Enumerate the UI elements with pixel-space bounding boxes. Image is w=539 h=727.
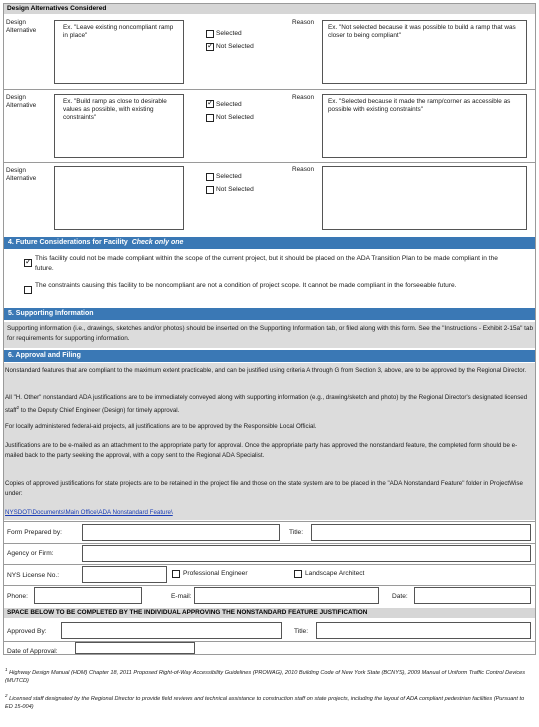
email-label: E-mail: [171, 593, 192, 600]
design-alternative-description[interactable]: Ex. "Leave existing noncompliant ramp in place" [54, 20, 184, 84]
date-field[interactable] [414, 587, 531, 604]
title-field[interactable] [311, 524, 531, 541]
design-alternatives-header: Design Alternatives Considered [4, 4, 535, 14]
design-alternative-label: Design Alternative [6, 19, 37, 34]
approver-title-label: Title: [294, 628, 309, 635]
approval-date-label: Date of Approval: [7, 648, 58, 655]
future-considerations-header [4, 237, 535, 249]
supporting-information-header: 5. Supporting Information [4, 308, 535, 320]
reason-field[interactable]: Ex. "Not selected because it was possible to build a ramp that was closer to being compliant" [322, 20, 527, 84]
footnote-ref: 2 [16, 404, 20, 410]
footnote-1-number: 1 [5, 667, 8, 672]
approved-by-label: Approved By: [7, 628, 47, 635]
prepared-by-label: Form Prepared by: [7, 529, 62, 536]
approval-paragraph-2-text: All "H. Other" nonstandard ADA justifications are to be immediately conveyed along with supporting information (e.g., drawing/sketch and photo) by the Regional Director's designated licensed staff [5, 394, 528, 414]
selected-label: Selected [216, 173, 242, 180]
not-selected-label: Not Selected [216, 186, 254, 193]
transition-plan-checkbox[interactable] [24, 259, 32, 267]
not-selected-label: Not Selected [216, 43, 254, 50]
reason-label: Reason [292, 94, 315, 101]
approved-by-field[interactable] [61, 622, 282, 639]
not-selected-label: Not Selected [216, 114, 254, 121]
selected-label: Selected [216, 30, 242, 37]
design-alternative-description[interactable]: Ex. "Build ramp as close to desirable values as possible, with existing constraints" [54, 94, 184, 158]
professional-engineer-checkbox[interactable] [172, 570, 180, 578]
approval-paragraph-1: Nonstandard features that are compliant to the maximum extent practicable, and can be justified using criteria A through G from Section 3, above, are to be approved by the Regional Director. [5, 367, 527, 374]
not-selected-checkbox[interactable] [206, 43, 214, 51]
approval-paragraph-2 [5, 393, 535, 415]
design-alternative-description[interactable] [54, 166, 184, 230]
section-note: Check only one [131, 239, 184, 246]
selected-label: Selected [216, 101, 242, 108]
transition-plan-option: This facility could not be made compliant within the scope of the current project, but it should be placed on the ADA Transition Plan to be made compliant in the future. [35, 255, 498, 272]
phone-field[interactable] [34, 587, 142, 604]
email-field[interactable] [194, 587, 379, 604]
phone-label: Phone: [7, 593, 28, 600]
design-alternative-label: Design Alternative [6, 167, 37, 182]
reason-field[interactable]: Ex. "Selected because it made the ramp/corner as accessible as possible with existing constraints" [322, 94, 527, 158]
footnote-2 [5, 692, 533, 712]
agency-label: Agency or Firm: [7, 550, 54, 557]
approval-paragraph-5: Copies of approved justifications for state projects are to be retained in the project file and those on the state system are to be placed in the "ADA Nonstandard Feature" folder in ProjectWise under: [5, 480, 523, 497]
approval-paragraph-2-end: to the Deputy Chief Engineer (Design) for timely approval. [19, 406, 180, 414]
approval-filing-header: 6. Approval and Filing [4, 350, 535, 362]
not-selected-checkbox[interactable] [206, 186, 214, 194]
approval-paragraph-3: For locally administered federal-aid projects, all justifications are to be approved by the Responsible Local Official. [5, 423, 317, 430]
approval-paragraph-4: Justifications are to be e-mailed as an attachment to the appropriate party for approval. Once the appropriate party has approved the nonstandard feature, the completed form should be e-mailed back to the party seeking the approval, with a copy sent to the Regional ADA Specialist. [5, 442, 518, 459]
approver-title-field[interactable] [316, 622, 531, 639]
footnote-1-text: Highway Design Manual (HDM) Chapter 18, 2011 Proposed Right-of-Way Accessibility Guidelines (PROWAG), 2010 Building Code of New York State (BCNYS), 2009 Manual of Uniform Traffic Control Devices (MUTCD) [5, 669, 526, 685]
reason-field[interactable] [322, 166, 527, 230]
footnote-2-text: Licensed staff designated by the Regional Director to provide field reviews and technical assistance to construction staff on state projects, including the layout of ADA compliant pedestrian facilities (Pursuant to ED 15-004) [5, 695, 525, 711]
selected-checkbox[interactable] [206, 173, 214, 181]
supporting-information-text: Supporting information (i.e., drawings, sketches and/or photos) should be inserted on the Supporting Information tab, or filed along with this form. See the "Instructions - Exhibit 2-15a" tab for requirements for supporting information. [4, 322, 535, 348]
professional-engineer-label: Professional Engineer [183, 570, 248, 577]
reason-label: Reason [292, 19, 315, 26]
approver-header: SPACE BELOW TO BE COMPLETED BY THE INDIVIDUAL APPROVING THE NONSTANDARD FEATURE JUSTIFICATION [4, 608, 535, 618]
title-label: Title: [289, 529, 304, 536]
reason-label: Reason [292, 166, 315, 173]
selected-checkbox[interactable] [206, 100, 214, 108]
approval-date-field[interactable] [75, 642, 195, 654]
prepared-by-field[interactable] [82, 524, 280, 541]
footnote-2-number: 2 [5, 693, 8, 698]
license-label: NYS License No.: [7, 572, 60, 579]
design-alternative-label: Design Alternative [6, 94, 37, 109]
date-label: Date: [392, 593, 408, 600]
not-selected-checkbox[interactable] [206, 114, 214, 122]
selected-checkbox[interactable] [206, 30, 214, 38]
license-field[interactable] [82, 566, 167, 583]
section-title: 4. Future Considerations for Facility [8, 239, 128, 246]
not-project-scope-checkbox[interactable] [24, 286, 32, 294]
landscape-architect-label: Landscape Architect [305, 570, 365, 577]
projectwise-link[interactable]: NYSDOT\Documents\Main Office\ADA Nonstandard Feature\ [5, 509, 173, 516]
agency-field[interactable] [82, 545, 531, 562]
landscape-architect-checkbox[interactable] [294, 570, 302, 578]
footnote-1 [5, 666, 533, 686]
not-project-scope-option: The constraints causing this facility to be noncompliant are not a condition of project scope. It cannot be made compliant in the forseeable future. [35, 282, 457, 289]
